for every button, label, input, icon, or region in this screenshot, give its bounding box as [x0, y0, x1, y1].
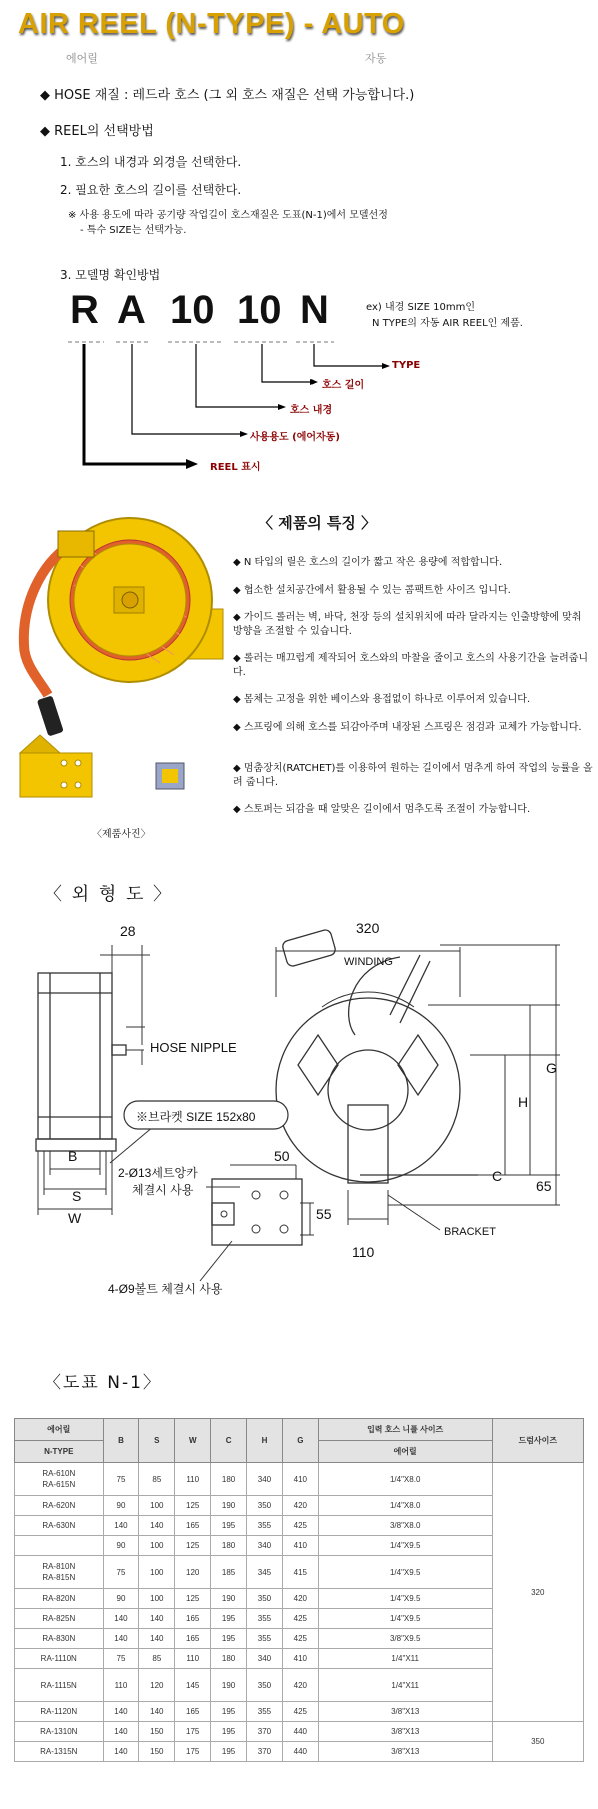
title-korean-right: 자동	[365, 52, 387, 65]
cell-c: 195	[211, 1742, 247, 1762]
feature-item: ◆ 몸체는 고정을 위한 베이스와 용접없이 하나로 이루어져 있습니다.	[233, 694, 531, 705]
model-cell: RA-1310N	[15, 1722, 104, 1742]
dim-55: 55	[316, 1206, 332, 1222]
model-cell	[15, 1536, 104, 1556]
header-nipple-sub: 에어릴	[318, 1441, 492, 1463]
outline-drawing	[0, 905, 598, 1305]
model-cell: RA-630N	[15, 1516, 104, 1536]
header-c: C	[211, 1419, 247, 1463]
feature-item: ◆ N 타입의 릴은 호스의 길이가 짧고 작은 용량에 적합합니다.	[233, 557, 503, 568]
cell-h: 340	[247, 1649, 283, 1669]
cell-b: 140	[103, 1516, 139, 1536]
spec-table	[14, 1418, 584, 1762]
cell-w: 110	[175, 1649, 211, 1669]
cell-g: 425	[282, 1629, 318, 1649]
bracket-label: BRACKET	[444, 1226, 496, 1238]
step-2: 2. 필요한 호스의 길이를 선택한다.	[60, 183, 242, 197]
cell-g: 410	[282, 1536, 318, 1556]
cell-b: 140	[103, 1629, 139, 1649]
title-korean-left: 에어릴	[66, 52, 98, 65]
header-w: W	[175, 1419, 211, 1463]
model-cell: RA-830N	[15, 1629, 104, 1649]
label-hose-inner: 호스 내경	[290, 405, 333, 416]
cell-g: 425	[282, 1702, 318, 1722]
model-cell: RA-1315N	[15, 1742, 104, 1762]
cell-b: 90	[103, 1589, 139, 1609]
table-heading: 〈도표 N-1〉	[44, 1373, 162, 1393]
cell-nipple: 1/4"X9.5	[318, 1609, 492, 1629]
model-example-1: ex) 내경 SIZE 10mm인	[366, 302, 475, 313]
cell-g: 420	[282, 1669, 318, 1702]
header-reel: 에어릴	[15, 1419, 104, 1441]
cell-nipple: 1/4"X9.5	[318, 1556, 492, 1589]
bracket-size-note: ※브라켓 SIZE 152x80	[136, 1110, 256, 1124]
dim-65: 65	[536, 1178, 552, 1194]
dim-b: B	[68, 1148, 78, 1164]
step-note-2: - 특수 SIZE는 선택가능.	[80, 225, 187, 236]
cell-c: 195	[211, 1629, 247, 1649]
cell-s: 100	[139, 1556, 175, 1589]
cell-c: 180	[211, 1463, 247, 1496]
model-length: 10	[237, 288, 282, 332]
cell-s: 150	[139, 1722, 175, 1742]
cell-nipple: 3/8"X13	[318, 1722, 492, 1742]
cell-c: 190	[211, 1669, 247, 1702]
dim-w: W	[68, 1210, 82, 1226]
dim-50: 50	[274, 1148, 290, 1164]
model-cell: RA-1115N	[15, 1669, 104, 1702]
feature-item: ◆ 스토퍼는 되감을 때 알맞은 길이에서 멈추도록 조절이 가능합니다.	[233, 804, 531, 815]
page-title: AIR REEL (N-TYPE) - AUTO	[18, 8, 405, 40]
cell-b: 140	[103, 1609, 139, 1629]
model-cell: RA-1110N	[15, 1649, 104, 1669]
winding-label: WINDING	[344, 956, 393, 968]
label-usage: 사용용도 (에어자동)	[250, 432, 340, 443]
feature-item: ◆ 협소한 설치공간에서 활용될 수 있는 콤팩트한 사이즈 입니다.	[233, 585, 511, 596]
cell-w: 125	[175, 1496, 211, 1516]
anchor-hole-note-2: 체결시 사용	[132, 1183, 194, 1197]
cell-w: 175	[175, 1722, 211, 1742]
dim-320: 320	[356, 920, 380, 936]
cell-w: 110	[175, 1463, 211, 1496]
model-example-2: N TYPE의 자동 AIR REEL인 제품.	[372, 318, 523, 329]
cell-b: 75	[103, 1556, 139, 1589]
cell-b: 140	[103, 1742, 139, 1762]
cell-h: 355	[247, 1609, 283, 1629]
header-nipple: 입력 호스 니플 사이즈	[318, 1419, 492, 1441]
cell-b: 90	[103, 1536, 139, 1556]
model-inner-size: 10	[170, 288, 215, 332]
cell-g: 415	[282, 1556, 318, 1589]
header-ntype: N-TYPE	[15, 1441, 104, 1463]
label-type: TYPE	[392, 360, 421, 371]
cell-b: 90	[103, 1496, 139, 1516]
header-b: B	[103, 1419, 139, 1463]
cell-h: 350	[247, 1669, 283, 1702]
model-letter-r: R	[70, 288, 99, 332]
cell-nipple: 1/4"X9.5	[318, 1589, 492, 1609]
feature-item: ◆ 롤러는 매끄럽게 제작되어 호스와의 마찰을 줄이고 호스의 사용기간을 늘려줍니다.	[233, 653, 589, 678]
cell-c: 180	[211, 1649, 247, 1669]
cell-s: 140	[139, 1629, 175, 1649]
cell-g: 440	[282, 1742, 318, 1762]
cell-c: 180	[211, 1536, 247, 1556]
header-g: G	[282, 1419, 318, 1463]
reel-selection-bullet: ◆ REEL의 선택방법	[40, 124, 154, 139]
cell-s: 100	[139, 1589, 175, 1609]
cell-h: 350	[247, 1496, 283, 1516]
cell-c: 195	[211, 1609, 247, 1629]
cell-h: 350	[247, 1589, 283, 1609]
dim-h: H	[518, 1094, 529, 1110]
label-hose-length: 호스 길이	[322, 380, 365, 391]
cell-g: 420	[282, 1496, 318, 1516]
cell-g: 410	[282, 1463, 318, 1496]
cell-s: 140	[139, 1609, 175, 1629]
cell-nipple: 3/8"X13	[318, 1742, 492, 1762]
dim-110: 110	[352, 1244, 375, 1260]
product-photo	[10, 505, 235, 825]
drum-size-cell: 350	[492, 1722, 583, 1762]
cell-s: 120	[139, 1669, 175, 1702]
cell-b: 140	[103, 1702, 139, 1722]
cell-nipple: 1/4"X8.0	[318, 1463, 492, 1496]
cell-h: 370	[247, 1722, 283, 1742]
model-cell: RA-1120N	[15, 1702, 104, 1722]
label-reel: REEL 표시	[210, 462, 261, 473]
dim-c: C	[492, 1168, 503, 1184]
cell-s: 140	[139, 1702, 175, 1722]
cell-w: 165	[175, 1609, 211, 1629]
cell-w: 165	[175, 1702, 211, 1722]
cell-h: 355	[247, 1629, 283, 1649]
cell-s: 85	[139, 1649, 175, 1669]
feature-item: ◆ 스프링에 의해 호스를 되감아주며 내장된 스프링은 점검과 교체가 가능합니다.	[233, 722, 582, 733]
model-cell: RA-610N RA-615N	[15, 1463, 104, 1496]
hose-nipple-label: HOSE NIPPLE	[150, 1040, 237, 1055]
outline-heading: 〈 외 형 도 〉	[44, 884, 174, 905]
features-heading: 〈 제품의 특징 〉	[258, 514, 377, 532]
cell-s: 100	[139, 1536, 175, 1556]
cell-g: 425	[282, 1609, 318, 1629]
cell-s: 85	[139, 1463, 175, 1496]
cell-s: 100	[139, 1496, 175, 1516]
step-3: 3. 모델명 확인방법	[60, 268, 161, 282]
cell-s: 150	[139, 1742, 175, 1762]
cell-nipple: 3/8"X9.5	[318, 1629, 492, 1649]
cell-w: 120	[175, 1556, 211, 1589]
cell-nipple: 1/4"X11	[318, 1669, 492, 1702]
cell-b: 110	[103, 1669, 139, 1702]
table-row	[15, 1463, 584, 1496]
cell-b: 140	[103, 1722, 139, 1742]
cell-b: 75	[103, 1649, 139, 1669]
cell-c: 195	[211, 1722, 247, 1742]
cell-h: 340	[247, 1536, 283, 1556]
cell-c: 190	[211, 1589, 247, 1609]
cell-nipple: 1/4"X11	[318, 1649, 492, 1669]
cell-s: 140	[139, 1516, 175, 1536]
cell-w: 175	[175, 1742, 211, 1762]
cell-w: 125	[175, 1589, 211, 1609]
feature-item: ◆ 멈춤장치(RATCHET)를 이용하여 원하는 길이에서 멈추게 하여 작업의 능률을 올려 줍니다.	[233, 763, 593, 788]
cell-g: 440	[282, 1722, 318, 1742]
cell-w: 125	[175, 1536, 211, 1556]
cell-nipple: 3/8"X13	[318, 1702, 492, 1722]
cell-g: 420	[282, 1589, 318, 1609]
cell-c: 195	[211, 1516, 247, 1536]
photo-caption: 〈제품사진〉	[92, 829, 151, 840]
model-cell: RA-820N	[15, 1589, 104, 1609]
table-row	[15, 1722, 584, 1742]
cell-h: 355	[247, 1516, 283, 1536]
cell-h: 340	[247, 1463, 283, 1496]
cell-w: 145	[175, 1669, 211, 1702]
cell-w: 165	[175, 1629, 211, 1649]
dim-28: 28	[120, 923, 136, 939]
cell-h: 345	[247, 1556, 283, 1589]
cell-nipple: 1/4"X8.0	[318, 1496, 492, 1516]
cell-c: 190	[211, 1496, 247, 1516]
cell-w: 165	[175, 1516, 211, 1536]
cell-h: 370	[247, 1742, 283, 1762]
header-h: H	[247, 1419, 283, 1463]
cell-c: 195	[211, 1702, 247, 1722]
step-note-1: ※ 사용 용도에 따라 공기량 작업길이 호스재질은 도표(N-1)에서 모델선정	[68, 210, 388, 221]
model-letter-a: A	[117, 288, 146, 332]
cell-c: 185	[211, 1556, 247, 1589]
feature-item: ◆ 가이드 롤러는 벽, 바닥, 천장 등의 설치위치에 따라 달라지는 인출방향에 맞춰 방향을 조절할 수 있습니다.	[233, 612, 582, 637]
cell-g: 425	[282, 1516, 318, 1536]
dim-s: S	[72, 1188, 82, 1204]
model-cell: RA-825N	[15, 1609, 104, 1629]
cell-b: 75	[103, 1463, 139, 1496]
model-cell: RA-810N RA-815N	[15, 1556, 104, 1589]
cell-nipple: 3/8"X8.0	[318, 1516, 492, 1536]
model-cell: RA-620N	[15, 1496, 104, 1516]
hose-material-bullet: ◆ HOSE 재질 : 레드라 호스 (그 외 호스 재질은 선택 가능합니다.)	[40, 88, 415, 103]
cell-nipple: 1/4"X9.5	[318, 1536, 492, 1556]
drum-size-cell: 320	[492, 1463, 583, 1722]
bolt-hole-note: 4-Ø9볼트 체결시 사용	[108, 1282, 223, 1296]
cell-h: 355	[247, 1702, 283, 1722]
dim-g: G	[546, 1060, 557, 1076]
model-type: N	[300, 288, 329, 332]
header-s: S	[139, 1419, 175, 1463]
step-1: 1. 호스의 내경과 외경을 선택한다.	[60, 155, 242, 169]
header-drum: 드럼사이즈	[492, 1419, 583, 1463]
cell-g: 410	[282, 1649, 318, 1669]
anchor-hole-note: 2-Ø13세트앙카	[118, 1166, 198, 1180]
